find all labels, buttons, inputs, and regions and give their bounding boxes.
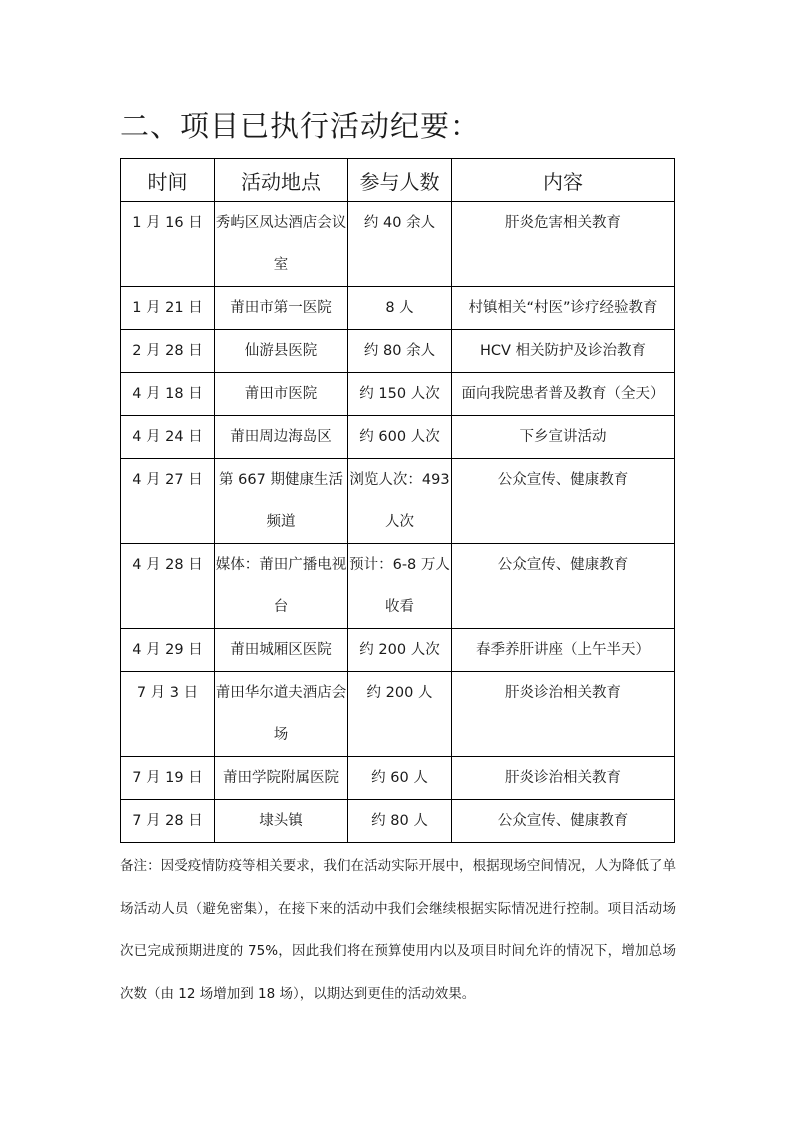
table-row [121, 330, 675, 373]
cell-time: 7 月 19 日 [121, 757, 215, 800]
cell-content: 肝炎诊治相关教育 [452, 672, 675, 757]
cell-content: 公众宣传、健康教育 [452, 544, 675, 629]
cell-people: 预计：6-8 万人收看 [348, 544, 452, 629]
cell-time: 4 月 18 日 [121, 373, 215, 416]
cell-people: 约 40 余人 [348, 202, 452, 287]
cell-time: 2 月 28 日 [121, 330, 215, 373]
cell-content: 公众宣传、健康教育 [452, 800, 675, 843]
cell-people: 约 80 人 [348, 800, 452, 843]
table-row [121, 544, 675, 629]
cell-people: 约 200 人 [348, 672, 452, 757]
cell-time: 7 月 28 日 [121, 800, 215, 843]
header-place: 活动地点 [215, 159, 348, 202]
cell-place: 仙游县医院 [215, 330, 348, 373]
cell-time: 4 月 28 日 [121, 544, 215, 629]
cell-people: 约 200 人次 [348, 629, 452, 672]
table-row [121, 287, 675, 330]
table-row [121, 629, 675, 672]
table-row [121, 459, 675, 544]
cell-place: 秀屿区凤达酒店会议室 [215, 202, 348, 287]
cell-place: 莆田市第一医院 [215, 287, 348, 330]
cell-people: 浏览人次：493 人次 [348, 459, 452, 544]
cell-place: 莆田华尔道夫酒店会场 [215, 672, 348, 757]
cell-people: 约 600 人次 [348, 416, 452, 459]
cell-content: 春季养肝讲座（上午半天） [452, 629, 675, 672]
cell-place: 莆田周边海岛区 [215, 416, 348, 459]
cell-place: 媒体：莆田广播电视台 [215, 544, 348, 629]
cell-place: 莆田城厢区医院 [215, 629, 348, 672]
page-heading: 二、项目已执行活动纪要： [120, 109, 481, 143]
header-content: 内容 [452, 159, 675, 202]
table-header-row [121, 159, 675, 202]
cell-place: 莆田学院附属医院 [215, 757, 348, 800]
cell-people: 约 60 人 [348, 757, 452, 800]
cell-content: 面向我院患者普及教育（全天） [452, 373, 675, 416]
table-row [121, 416, 675, 459]
table-row [121, 800, 675, 843]
header-people: 参与人数 [348, 159, 452, 202]
cell-place: 莆田市医院 [215, 373, 348, 416]
cell-time: 1 月 16 日 [121, 202, 215, 287]
table-row [121, 373, 675, 416]
cell-content: 肝炎危害相关教育 [452, 202, 675, 287]
cell-time: 1 月 21 日 [121, 287, 215, 330]
cell-time: 7 月 3 日 [121, 672, 215, 757]
activity-table [120, 158, 675, 843]
cell-people: 8 人 [348, 287, 452, 330]
cell-people: 约 80 余人 [348, 330, 452, 373]
header-time: 时间 [121, 159, 215, 202]
cell-content: HCV 相关防护及诊治教育 [452, 330, 675, 373]
cell-time: 4 月 29 日 [121, 629, 215, 672]
cell-time: 4 月 24 日 [121, 416, 215, 459]
table-row [121, 757, 675, 800]
cell-time: 4 月 27 日 [121, 459, 215, 544]
cell-content: 村镇相关“村医”诊疗经验教育 [452, 287, 675, 330]
cell-place: 埭头镇 [215, 800, 348, 843]
table-row [121, 672, 675, 757]
table-row [121, 202, 675, 287]
cell-place: 第 667 期健康生活频道 [215, 459, 348, 544]
cell-content: 公众宣传、健康教育 [452, 459, 675, 544]
cell-people: 约 150 人次 [348, 373, 452, 416]
remarks-paragraph: 备注：因受疫情防疫等相关要求，我们在活动实际开展中，根据现场空间情况，人为降低了单场活动人员（避免密集），在接下来的活动中我们会继续根据实际情况进行控制。项目活动场次已完成预期进度的 75%，因此我们将在预算使用内以及项目时间允许的情况下，增加总场次数（由 12 场增加到 18 场），以期达到更佳的活动效果。 [120, 858, 676, 1002]
cell-content: 肝炎诊治相关教育 [452, 757, 675, 800]
cell-content: 下乡宣讲活动 [452, 416, 675, 459]
